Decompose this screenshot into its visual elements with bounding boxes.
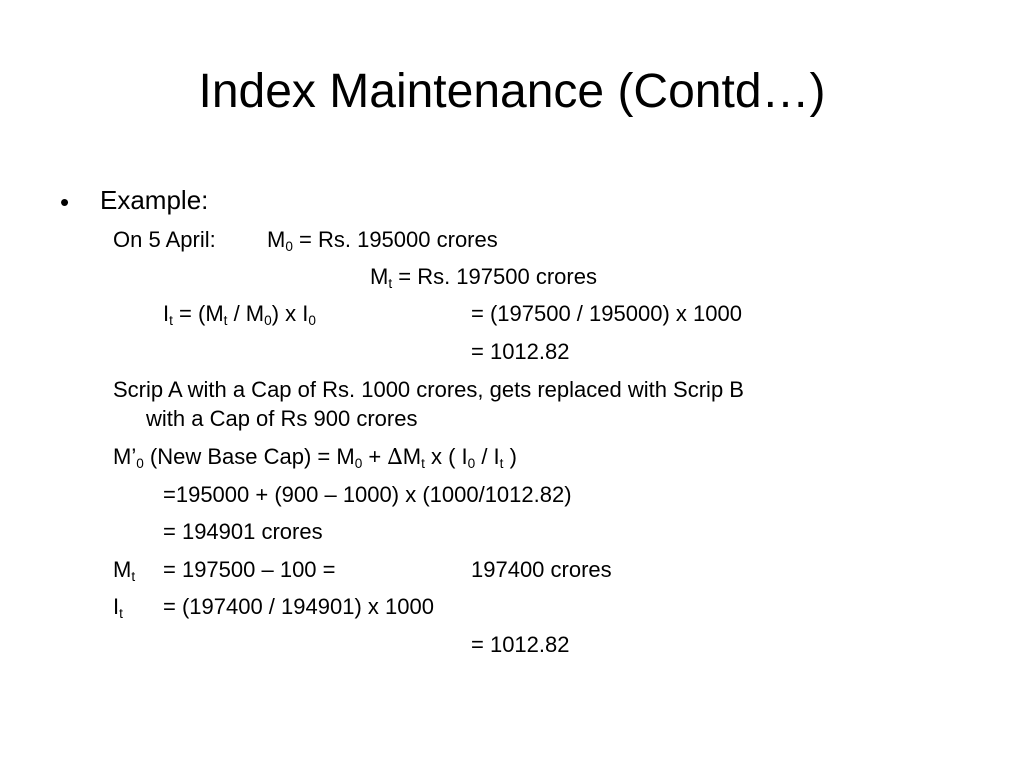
new-base-sub: 0 [354, 455, 363, 471]
new-base-sub: t [499, 455, 504, 471]
it-formula-part: I [163, 301, 170, 326]
mt-new-subscript: t [131, 568, 136, 584]
on-date-label: On 5 April: [113, 227, 216, 252]
it-formula-part: = (M [172, 301, 224, 326]
delta-symbol: ∆ [387, 445, 403, 470]
slide-title: Index Maintenance (Contd…) [198, 65, 826, 118]
new-base-part: (New Base Cap) = M [143, 444, 355, 469]
it-formula-part: ) x I [271, 301, 309, 326]
mt-new-value: 197400 crores [471, 557, 612, 582]
mt-new-symbol: M [113, 557, 132, 582]
it-new-expression: = (197400 / 194901) x 1000 [163, 594, 434, 619]
new-base-sub: 0 [136, 455, 144, 471]
new-base-part: M [402, 444, 422, 469]
it-formula-sub: t [223, 312, 228, 328]
it-result: = 1012.82 [471, 339, 570, 364]
it-new-subscript: t [119, 605, 123, 621]
new-base-formula [113, 443, 517, 472]
it-formula-sub: t [169, 312, 173, 328]
new-base-part: ) [503, 444, 517, 469]
new-base-sub: t [421, 455, 425, 471]
it-new-label [113, 593, 123, 621]
new-base-result: = 194901 crores [163, 519, 323, 544]
mt-subscript: t [388, 275, 393, 291]
bullet-marker: • [60, 187, 70, 217]
it-formula-sub: 0 [264, 312, 272, 328]
m0-subscript: 0 [285, 238, 293, 254]
it-new-result: = 1012.82 [471, 632, 570, 657]
mt-symbol: M [370, 264, 389, 289]
mt-new-expression: = 197500 – 100 = [163, 557, 336, 582]
mt-new-label [113, 556, 135, 584]
it-formula-sub: 0 [308, 312, 316, 328]
new-base-sub: 0 [467, 455, 476, 471]
it-new-symbol: I [113, 594, 120, 619]
mt-value: = Rs. 197500 crores [392, 264, 597, 289]
new-base-part: + [362, 444, 388, 469]
scrip-replacement-text-cont: with a Cap of Rs 900 crores [146, 406, 418, 431]
m0-symbol: M [267, 227, 286, 252]
it-formula-part: / M [227, 301, 265, 326]
example-label: Example: [100, 185, 209, 215]
new-base-calculation: =195000 + (900 – 1000) x (1000/1012.82) [163, 482, 572, 507]
new-base-part: x ( I [424, 444, 468, 469]
mt-statement [370, 263, 597, 291]
scrip-replacement-text: Scrip A with a Cap of Rs. 1000 crores, gets replaced with Scrip B [113, 377, 744, 402]
it-calculation: = (197500 / 195000) x 1000 [471, 301, 742, 326]
new-base-part: M’ [113, 444, 137, 469]
it-formula [163, 300, 316, 328]
new-base-part: / I [475, 444, 500, 469]
m0-value: = Rs. 195000 crores [292, 227, 498, 252]
m0-statement [267, 226, 498, 254]
